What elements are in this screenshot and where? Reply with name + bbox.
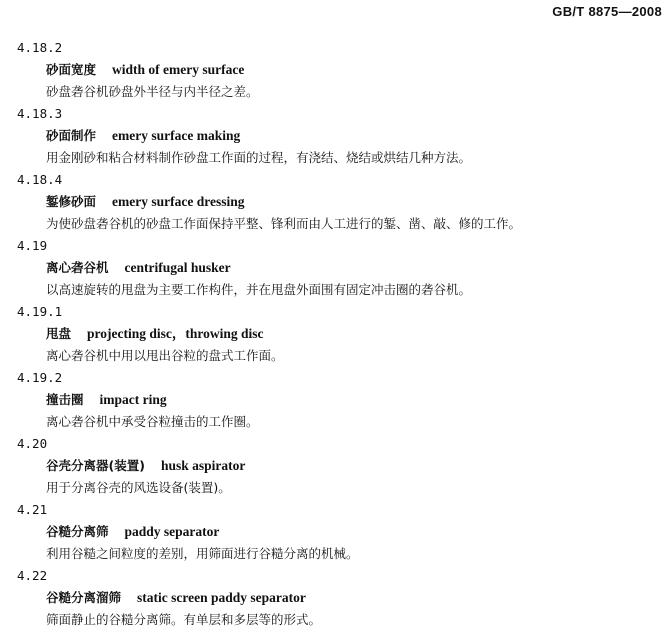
term-chinese: 撞击圈 bbox=[46, 392, 84, 407]
term-chinese: 离心砻谷机 bbox=[46, 260, 109, 275]
term-line bbox=[0, 389, 670, 411]
entry-4-19-1 bbox=[0, 301, 670, 367]
term-line bbox=[0, 587, 670, 609]
term-line bbox=[0, 257, 670, 279]
clause-number: 4.18.2 bbox=[17, 40, 63, 55]
term-english: paddy separator bbox=[124, 524, 220, 539]
term-english: impact ring bbox=[99, 392, 167, 407]
term-chinese: 錾修砂面 bbox=[46, 194, 97, 209]
entry-4-18-2 bbox=[0, 37, 670, 103]
term-english: static screen paddy separator bbox=[137, 590, 306, 605]
entry-4-20 bbox=[0, 433, 670, 499]
term-line bbox=[0, 191, 670, 213]
term-line bbox=[0, 125, 670, 147]
clause-number: 4.19.1 bbox=[17, 304, 63, 319]
term-definition: 利用谷糙之间粒度的差别，用筛面进行谷糙分离的机械。 bbox=[46, 546, 359, 561]
clause-number: 4.22 bbox=[17, 568, 48, 583]
entry-4-19-2 bbox=[0, 367, 670, 433]
term-line bbox=[0, 455, 670, 477]
clause-number: 4.20 bbox=[17, 436, 48, 451]
entry-4-19 bbox=[0, 235, 670, 301]
term-english: centrifugal husker bbox=[124, 260, 231, 275]
term-chinese: 甩盘 bbox=[46, 326, 72, 341]
term-definition: 离心砻谷机中承受谷粒撞击的工作圈。 bbox=[46, 414, 259, 429]
term-chinese: 谷壳分离器(装置) bbox=[46, 458, 145, 473]
term-line bbox=[0, 323, 670, 345]
clause-number: 4.21 bbox=[17, 502, 48, 517]
clause-number: 4.18.4 bbox=[17, 172, 63, 187]
term-definition: 为使砂盘砻谷机的砂盘工作面保持平整、锋利而由人工进行的錾、凿、敲、修的工作。 bbox=[46, 216, 522, 231]
entry-4-21 bbox=[0, 499, 670, 565]
term-definition: 以高速旋转的甩盘为主要工作构件，并在甩盘外面围有固定冲击圈的砻谷机。 bbox=[46, 282, 472, 297]
term-definition: 筛面静止的谷糙分离筛。有单层和多层等的形式。 bbox=[46, 612, 322, 627]
term-english: emery surface dressing bbox=[112, 194, 245, 209]
term-line bbox=[0, 59, 670, 81]
clause-number: 4.19.2 bbox=[17, 370, 63, 385]
term-english: width of emery surface bbox=[112, 62, 245, 77]
term-chinese: 谷糙分离筛 bbox=[46, 524, 109, 539]
term-chinese: 谷糙分离溜筛 bbox=[46, 590, 122, 605]
term-definition: 用金刚砂和粘合材料制作砂盘工作面的过程，有浇结、烧结或烘结几种方法。 bbox=[46, 150, 472, 165]
term-line bbox=[0, 521, 670, 543]
term-english: projecting disc，throwing disc bbox=[87, 326, 264, 341]
entry-4-18-4 bbox=[0, 169, 670, 235]
clause-number: 4.18.3 bbox=[17, 106, 63, 121]
term-definition: 离心砻谷机中用以甩出谷粒的盘式工作面。 bbox=[46, 348, 284, 363]
term-english: husk aspirator bbox=[160, 458, 246, 473]
entry-4-18-3 bbox=[0, 103, 670, 169]
term-english: emery surface making bbox=[112, 128, 241, 143]
term-chinese: 砂面制作 bbox=[46, 128, 97, 143]
entry-4-22 bbox=[0, 565, 670, 631]
term-definition: 用于分离谷壳的风选设备(装置)。 bbox=[46, 480, 231, 495]
clause-number: 4.19 bbox=[17, 238, 48, 253]
standard-header: GB/T 8875—2008 bbox=[552, 4, 662, 19]
term-chinese: 砂面宽度 bbox=[46, 62, 97, 77]
term-entries bbox=[0, 37, 670, 631]
term-definition: 砂盘砻谷机砂盘外半径与内半径之差。 bbox=[46, 84, 259, 99]
